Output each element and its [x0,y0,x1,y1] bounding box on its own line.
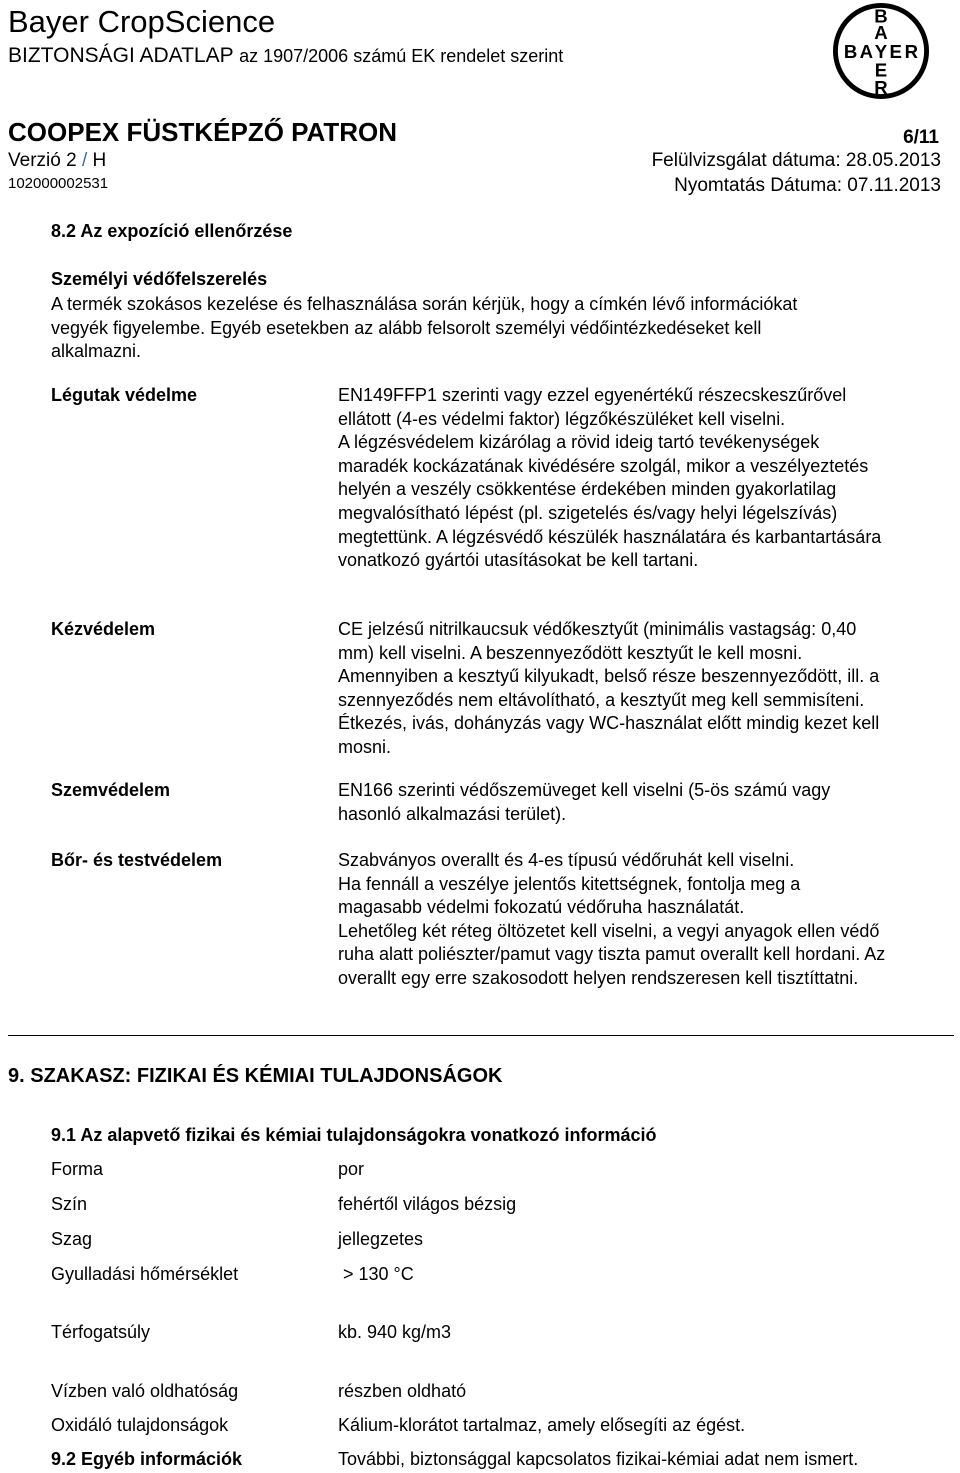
property-value-odor: jellegzetes [338,1229,424,1249]
ppe-intro-line: alkalmazni. [51,341,142,362]
print-date: Nyomtatás Dátuma: 07.11.2013 [674,175,941,196]
text-line: overallt egy erre szakosodott helyen rendszeresen kell tisztíttatni. [338,967,859,988]
hand-protection-text [338,618,879,760]
sheet-subtitle [8,43,563,69]
property-value-ignition: > 130 °C [343,1264,414,1284]
logo-letter-top: B [874,5,888,27]
text-line: Ha fennáll a veszélye jelentős kitettségnek, fontolja meg a [338,873,801,894]
text-line: megvalósítható lépést (pl. szigetelés és/vagy helyi légelszívás) [338,502,838,523]
property-value-solubility: részben oldható [338,1381,467,1401]
section-8-2-heading: 8.2 Az expozíció ellenőrzése [51,221,293,241]
company-name: Bayer CropScience [8,4,276,39]
property-label-color: Szín [51,1194,88,1214]
text-line: maradék kockázatának kivédésére szolgál, mikor a veszélyeztetés [338,455,869,476]
regulation-text: az 1907/2006 számú EK rendelet szerint [239,46,564,66]
product-name: COOPEX FÜSTKÉPZŐ PATRON [8,117,398,147]
text-line: vonatkozó gyártói utasításokat be kell tartani. [338,550,699,571]
text-line: Lehetőleg két réteg öltözetet kell viselni, a vegyi anyagok ellen védő [338,920,880,941]
text-line: magasabb védelmi fokozatú védőruha használatát. [338,897,745,918]
property-value-color: fehértől világos bézsig [338,1194,517,1214]
skin-protection-label: Bőr- és testvédelem [51,850,223,870]
text-line: CE jelzésű nitrilkaucsuk védőkesztyűt (minimális vastagság: 0,40 [338,619,857,639]
property-value-form: por [338,1159,365,1179]
version-country: H [92,150,107,171]
text-line: megtettünk. A légzésvédő készülék használatára és karbantartására [338,526,882,547]
text-line: Amennyiben a kesztyű kilyukadt, belső része beszennyeződött, ill. a [338,666,880,687]
text-line: A légzésvédelem kizárólag a rövid ideig tartó tevékenységek [338,432,820,453]
text-line: szennyeződés nem eltávolítható, a kesztyűt meg kell semmisíteni. [338,689,865,710]
text-line: mm) kell viselni. A beszennyeződött kesztyűt le kell mosni. [338,642,803,663]
bayer-logo [832,2,930,100]
other-info-value: További, biztonsággal kapcsolatos fizikai-kémiai adat nem ismert. [338,1449,859,1469]
revision-date: Felülvizsgálat dátuma: 28.05.2013 [651,150,941,171]
respiratory-text [338,384,881,573]
ppe-intro [51,293,797,364]
text-line: mosni. [338,736,392,757]
property-label-solubility: Vízben való oldhatóság [51,1381,239,1401]
ppe-intro-line: vegyék figyelembe. Egyéb esetekben az alább felsorolt személyi védőintézkedéseket kell [51,317,762,338]
sheet-title: BIZTONSÁGI ADATLAP [8,44,234,67]
property-value-density: kb. 940 kg/m3 [338,1322,452,1342]
ppe-heading: Személyi védőfelszerelés [51,269,268,289]
logo-letter-b: B [843,40,858,62]
property-label-odor: Szag [51,1229,93,1249]
version-label: Verzió [8,150,61,171]
text-line: EN149FFP1 szerinti vagy ezzel egyenértékű részecskeszűrővel [338,385,847,405]
logo-letter-r2: R [874,77,888,99]
property-label-oxidizing: Oxidáló tulajdonságok [51,1415,229,1435]
text-line: Étkezés, ivás, dohányzás vagy WC-használat előtt mindig kezet kell [338,713,880,734]
property-label-density: Térfogatsúly [51,1322,151,1342]
respiratory-label: Légutak védelme [51,385,198,405]
section-9-heading: 9. SZAKASZ: FIZIKAI ÉS KÉMIAI TULAJDONSÁGOK [8,1065,503,1087]
property-label-ignition: Gyulladási hőmérséklet [51,1264,239,1284]
document-number: 102000002531 [8,175,109,192]
eye-protection-text [338,779,830,826]
version-number: 2 [66,150,77,171]
other-info-label: 9.2 Egyéb információk [51,1449,243,1469]
text-line: ruha alatt poliészter/pamut vagy tiszta pamut overallt kell hordani. Az [338,944,886,965]
text-line: ellátott (4-es védelmi faktor) légzőkészüléket kell viselni. [338,408,786,429]
logo-letter-e2: E [874,59,888,81]
skin-protection-text [338,849,885,991]
logo-letter-a: A [874,22,888,44]
section-9-1-heading: 9.1 Az alapvető fizikai és kémiai tulajdonságokra vonatkozó információ [51,1125,657,1145]
text-line: Szabványos overallt és 4-es típusú védőruhát kell viselni. [338,850,795,870]
text-line: hasonló alkalmazási terület). [338,803,567,824]
logo-letter-r: R [904,40,919,62]
eye-protection-label: Szemvédelem [51,780,171,800]
logo-letter-a2: A [859,40,874,62]
page-number: 6/11 [903,127,939,148]
property-value-oxidizing: Kálium-klorátot tartalmaz, amely elősegíti az égést. [338,1415,746,1435]
section-divider [8,1035,954,1036]
logo-letter-e: E [889,40,902,62]
version-info [8,150,106,172]
ppe-intro-line: A termék szokásos kezelése és felhasználása során kérjük, hogy a címkén lévő információkat [51,294,798,314]
text-line: helyén a veszély csökkentése érdekében minden gyakorlatilag [338,479,837,500]
logo-letter-y: Y [874,40,888,62]
text-line: EN166 szerinti védőszemüveget kell viselni (5-ös számú vagy [338,780,831,800]
version-separator: / [81,150,88,171]
property-label-form: Forma [51,1159,104,1179]
hand-protection-label: Kézvédelem [51,619,156,639]
